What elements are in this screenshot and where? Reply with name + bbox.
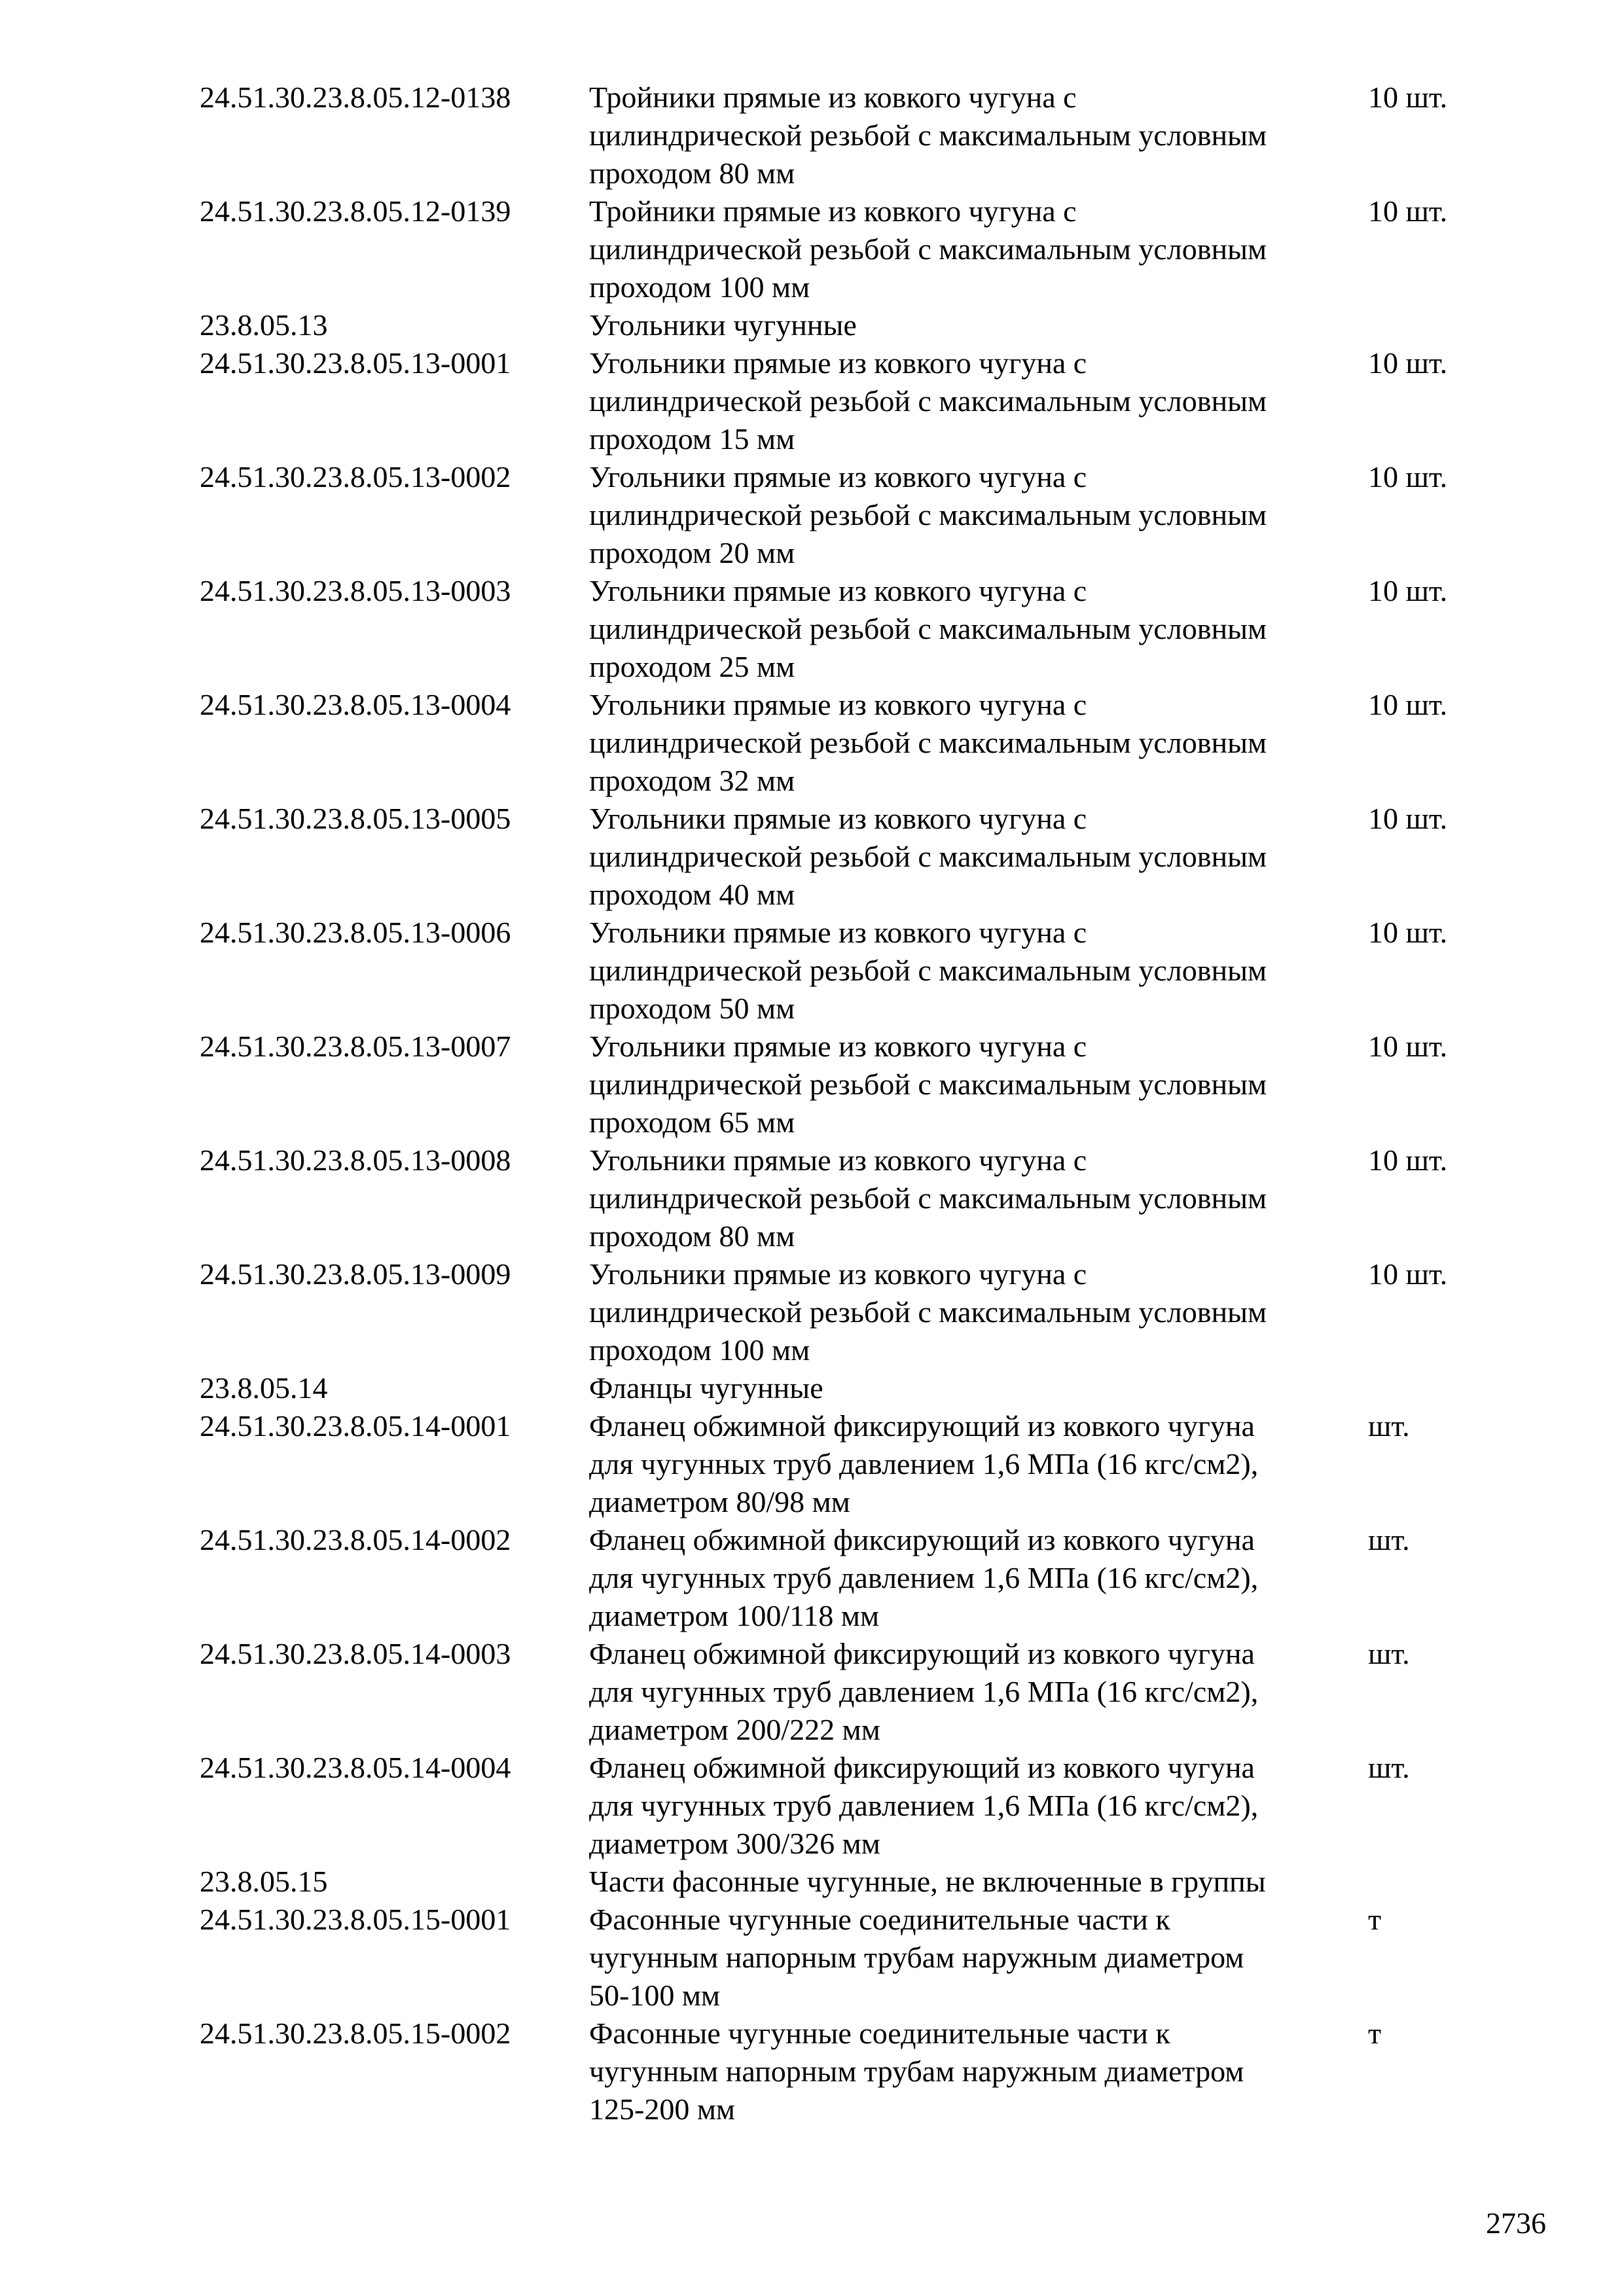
group-code: 23.8.05.14 <box>200 1371 328 1405</box>
table-row <box>200 800 1496 914</box>
resource-code: 24.51.30.23.8.05.13-0002 <box>200 460 511 493</box>
resource-unit: шт. <box>1368 1637 1410 1670</box>
table-row <box>200 914 1496 1028</box>
resource-code: 24.51.30.23.8.05.14-0001 <box>200 1409 511 1443</box>
group-header-row <box>200 1369 1496 1407</box>
resource-table <box>200 79 1496 2128</box>
resource-code: 24.51.30.23.8.05.12-0138 <box>200 81 511 114</box>
table-row <box>200 192 1496 306</box>
resource-unit: 10 шт. <box>1368 1257 1448 1291</box>
resource-unit: 10 шт. <box>1368 574 1448 607</box>
resource-unit: 10 шт. <box>1368 916 1448 949</box>
resource-code: 24.51.30.23.8.05.13-0007 <box>200 1030 511 1063</box>
resource-code: 24.51.30.23.8.05.14-0003 <box>200 1637 511 1670</box>
table-row <box>200 458 1496 572</box>
group-name: Фланцы чугунные <box>589 1371 823 1405</box>
group-name: Угольники чугунные <box>589 308 857 342</box>
resource-unit: 10 шт. <box>1368 194 1448 228</box>
resource-unit: 10 шт. <box>1368 346 1448 380</box>
table-row <box>200 1749 1496 1863</box>
resource-name: Фланец обжимной фиксирующий из ковкого чугуна для чугунных труб давлением 1,6 МПа (16 кгс/см2), диаметром 200/222 мм <box>589 1637 1259 1746</box>
resource-unit: 10 шт. <box>1368 1143 1448 1177</box>
table-row <box>200 1521 1496 1635</box>
group-name: Части фасонные чугунные, не включенные в группы <box>589 1865 1266 1898</box>
resource-name: Угольники прямые из ковкого чугуна с цилиндрической резьбой с максимальным условным проходом 25 мм <box>589 574 1267 683</box>
resource-code: 24.51.30.23.8.05.14-0004 <box>200 1751 511 1784</box>
table-row <box>200 1141 1496 1255</box>
resource-unit: т <box>1368 1903 1382 1936</box>
table-row <box>200 1028 1496 1141</box>
group-header-row <box>200 1863 1496 1901</box>
resource-unit: 10 шт. <box>1368 81 1448 114</box>
resource-unit: 10 шт. <box>1368 802 1448 835</box>
resource-unit: шт. <box>1368 1523 1410 1556</box>
resource-code: 24.51.30.23.8.05.14-0002 <box>200 1523 511 1556</box>
table-row <box>200 686 1496 800</box>
table-row <box>200 2015 1496 2128</box>
resource-code: 24.51.30.23.8.05.13-0004 <box>200 688 511 721</box>
group-code: 23.8.05.15 <box>200 1865 328 1898</box>
resource-unit: шт. <box>1368 1409 1410 1443</box>
resource-unit: шт. <box>1368 1751 1410 1784</box>
resource-code: 24.51.30.23.8.05.13-0001 <box>200 346 511 380</box>
resource-name: Угольники прямые из ковкого чугуна с цилиндрической резьбой с максимальным условным проходом 32 мм <box>589 688 1267 797</box>
resource-unit: т <box>1368 2017 1382 2050</box>
resource-name: Угольники прямые из ковкого чугуна с цилиндрической резьбой с максимальным условным проходом 40 мм <box>589 802 1267 911</box>
resource-code: 24.51.30.23.8.05.13-0008 <box>200 1143 511 1177</box>
resource-unit: 10 шт. <box>1368 688 1448 721</box>
resource-unit: 10 шт. <box>1368 460 1448 493</box>
resource-name: Фланец обжимной фиксирующий из ковкого чугуна для чугунных труб давлением 1,6 МПа (16 кгс/см2), диаметром 100/118 мм <box>589 1523 1259 1632</box>
resource-name: Фланец обжимной фиксирующий из ковкого чугуна для чугунных труб давлением 1,6 МПа (16 кгс/см2), диаметром 80/98 мм <box>589 1409 1259 1518</box>
resource-name: Угольники прямые из ковкого чугуна с цилиндрической резьбой с максимальным условным проходом 65 мм <box>589 1030 1267 1139</box>
group-code: 23.8.05.13 <box>200 308 328 342</box>
table-row <box>200 344 1496 458</box>
resource-name: Тройники прямые из ковкого чугуна с цилиндрической резьбой с максимальным условным проходом 80 мм <box>589 81 1267 190</box>
table-row <box>200 1407 1496 1521</box>
resource-code: 24.51.30.23.8.05.12-0139 <box>200 194 511 228</box>
resource-unit: 10 шт. <box>1368 1030 1448 1063</box>
table-row <box>200 1255 1496 1369</box>
resource-name: Фасонные чугунные соединительные части к чугунным напорным трубам наружным диаметром 125-200 мм <box>589 2017 1244 2126</box>
resource-name: Фланец обжимной фиксирующий из ковкого чугуна для чугунных труб давлением 1,6 МПа (16 кгс/см2), диаметром 300/326 мм <box>589 1751 1259 1860</box>
resource-code: 24.51.30.23.8.05.13-0003 <box>200 574 511 607</box>
group-header-row <box>200 306 1496 344</box>
resource-code: 24.51.30.23.8.05.13-0005 <box>200 802 511 835</box>
table-row <box>200 572 1496 686</box>
page-number: 2736 <box>1486 2206 1546 2240</box>
resource-name: Угольники прямые из ковкого чугуна с цилиндрической резьбой с максимальным условным проходом 50 мм <box>589 916 1267 1025</box>
resource-name: Угольники прямые из ковкого чугуна с цилиндрической резьбой с максимальным условным проходом 100 мм <box>589 1257 1267 1367</box>
resource-name: Угольники прямые из ковкого чугуна с цилиндрической резьбой с максимальным условным проходом 20 мм <box>589 460 1267 569</box>
table-row <box>200 1635 1496 1749</box>
resource-name: Фасонные чугунные соединительные части к чугунным напорным трубам наружным диаметром 50-100 мм <box>589 1903 1244 2012</box>
resource-name: Угольники прямые из ковкого чугуна с цилиндрической резьбой с максимальным условным проходом 15 мм <box>589 346 1267 456</box>
resource-name: Угольники прямые из ковкого чугуна с цилиндрической резьбой с максимальным условным проходом 80 мм <box>589 1143 1267 1253</box>
resource-name: Тройники прямые из ковкого чугуна с цилиндрической резьбой с максимальным условным проходом 100 мм <box>589 194 1267 304</box>
resource-code: 24.51.30.23.8.05.13-0006 <box>200 916 511 949</box>
table-row <box>200 1901 1496 2015</box>
resource-code: 24.51.30.23.8.05.15-0001 <box>200 1903 511 1936</box>
table-row <box>200 79 1496 192</box>
resource-code: 24.51.30.23.8.05.13-0009 <box>200 1257 511 1291</box>
resource-code: 24.51.30.23.8.05.15-0002 <box>200 2017 511 2050</box>
